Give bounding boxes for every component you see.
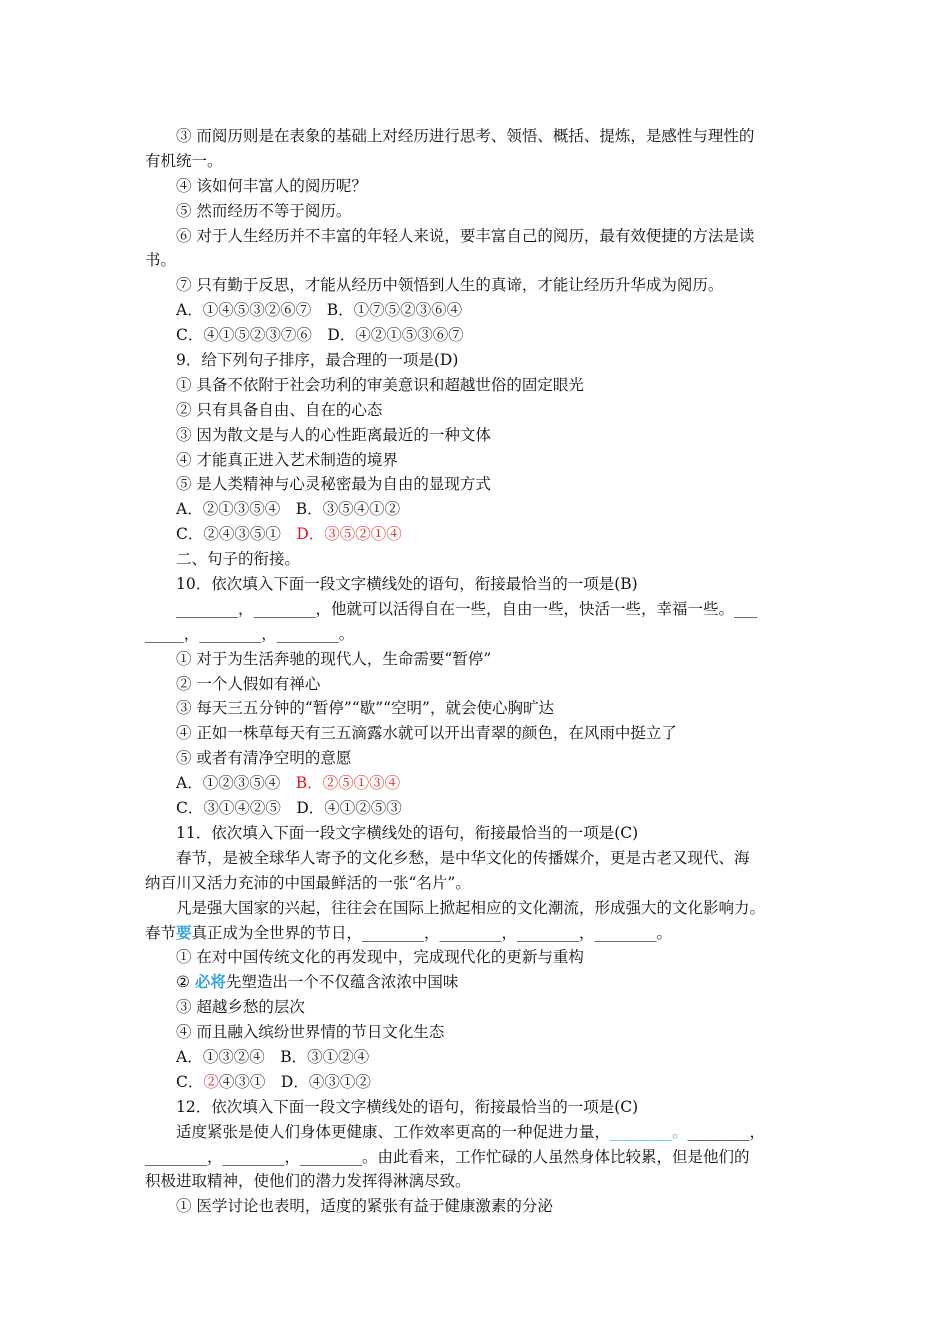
text-line: ③ 超越乡愁的层次	[176, 998, 305, 1017]
text-line	[145, 921, 810, 946]
option-line: A．②①③⑤④ B．③⑤④①②	[176, 500, 401, 519]
text-segment: ④③① D．④③①②	[218, 1072, 371, 1091]
text-line: ① 医学讨论也表明，适度的紧张有益于健康激素的分泌	[176, 1197, 553, 1216]
option-line: C．④①⑤②③⑦⑥ D．④②①⑤③⑥⑦	[176, 326, 464, 345]
text-line: 纳百川又活力充沛的中国最鲜活的一张“名片”。	[145, 873, 471, 892]
text-line: 春节，是被全球华人寄予的文化乡愁，是中华文化的传播媒介，更是古老又现代、海	[176, 848, 750, 867]
text-line: ⑥ 对于人生经历并不丰富的年轻人来说，要丰富自己的阅历，最有效便捷的方法是读	[176, 226, 755, 245]
question-9: 9．给下列句子排序，最合理的一项是(D)	[176, 351, 459, 370]
text-line: ④ 正如一株草每天有三五滴露水就可以开出青翠的颜色，在风雨中挺立了	[176, 724, 677, 743]
option-line	[145, 1070, 810, 1095]
text-line: ① 在对中国传统文化的再发现中，完成现代化的更新与重构	[176, 948, 584, 967]
text-line: ② 一个人假如有禅心	[176, 674, 321, 693]
text-line: ⑤ 是人类精神与心灵秘密最为自由的显现方式	[176, 475, 491, 494]
option-line: A．①③②④ B．③①②④	[176, 1047, 370, 1066]
option-line	[145, 522, 810, 547]
text-line: 凡是强大国家的兴起，往往会在国际上掀起相应的文化潮流，形成强大的文化影响力。	[176, 898, 766, 917]
text-line: 积极进取精神，使他们的潜力发挥得淋漓尽致。	[145, 1172, 471, 1191]
text-line: ③ 因为散文是与人的心性距离最近的一种文体	[176, 425, 491, 444]
blank-line: _____，________，________。	[145, 624, 355, 643]
highlight-text: 要	[176, 922, 192, 942]
question-10: 10．依次填入下面一段文字横线处的语句，衔接最恰当的一项是(B)	[176, 575, 638, 594]
document-page	[145, 124, 810, 1219]
text-line: 书。	[145, 251, 177, 270]
highlight-text: 必将	[194, 972, 226, 992]
text-segment: 适度紧张是使人们身体更健康、工作效率更高的一种促进力量，	[176, 1122, 611, 1141]
text-line: ④ 而且融入缤纷世界情的节日文化生态	[176, 1023, 445, 1042]
text-line: ________，________，________。由此看来，工作忙碌的人虽然身体比较累，但是他们的	[145, 1147, 750, 1166]
text-line	[145, 1120, 810, 1145]
text-segment: 先塑造出一个不仅蕴含浓浓中国味	[225, 973, 459, 992]
option-line: A．①④⑤③②⑥⑦ B．①⑦⑤②③⑥④	[176, 301, 463, 320]
text-segment: 真正成为全世界的节日，________，________，________，________。	[191, 923, 673, 942]
question-11: 11．依次填入下面一段文字横线处的语句，衔接最恰当的一项是(C)	[176, 823, 639, 842]
text-line: ① 对于为生活奔驰的现代人，生命需要“暂停”	[176, 649, 492, 668]
text-line: ④ 该如何丰富人的阅历呢？	[176, 176, 367, 195]
option-line: C．③①④②⑤ D．④①②⑤③	[176, 799, 402, 818]
section-heading: 二、句子的衔接。	[176, 550, 301, 569]
text-line: ② 只有具备自由、自在的心态	[176, 400, 383, 419]
text-line: ⑤ 或者有清净空明的意愿	[176, 749, 352, 768]
text-line: ⑦ 只有勤于反思，才能从经历中领悟到人生的真谛，才能让经历升华成为阅历。	[176, 276, 724, 295]
text-line	[145, 970, 810, 995]
highlight-blank: ________。	[610, 1122, 688, 1141]
answer-mark: ②	[203, 1072, 219, 1091]
option-d-answer: D．③⑤②①④	[296, 525, 402, 544]
option-c: C．②④③⑤①	[176, 525, 297, 544]
text-line: ① 具备不依附于社会功利的审美意识和超越世俗的固定眼光	[176, 375, 584, 394]
text-segment: ________，	[687, 1122, 766, 1141]
text-line: ③ 而阅历则是在表象的基础上对经历进行思考、领悟、概括、提炼，是感性与理性的	[176, 127, 755, 145]
text-segment: ②	[176, 973, 195, 992]
blank-line: ________，________，他就可以活得自在一些，自由一些，快活一些，幸福一些。___	[176, 599, 758, 618]
option-c-label: C．	[176, 1072, 204, 1091]
option-a: A．①②③⑤④	[176, 774, 296, 793]
option-b-answer: B．②⑤①③④	[295, 774, 401, 793]
text-line: ③ 每天三五分钟的“暂停”“歇”“空明”，就会使心胸旷达	[176, 699, 554, 718]
text-line: 有机统一。	[145, 151, 223, 170]
question-12: 12．依次填入下面一段文字横线处的语句，衔接最恰当的一项是(C)	[176, 1097, 639, 1116]
text-segment: 春节	[145, 923, 177, 942]
text-line: ⑤ 然而经历不等于阅历。	[176, 201, 352, 220]
text-line: ④ 才能真正进入艺术制造的境界	[176, 450, 398, 469]
option-line	[145, 771, 810, 796]
